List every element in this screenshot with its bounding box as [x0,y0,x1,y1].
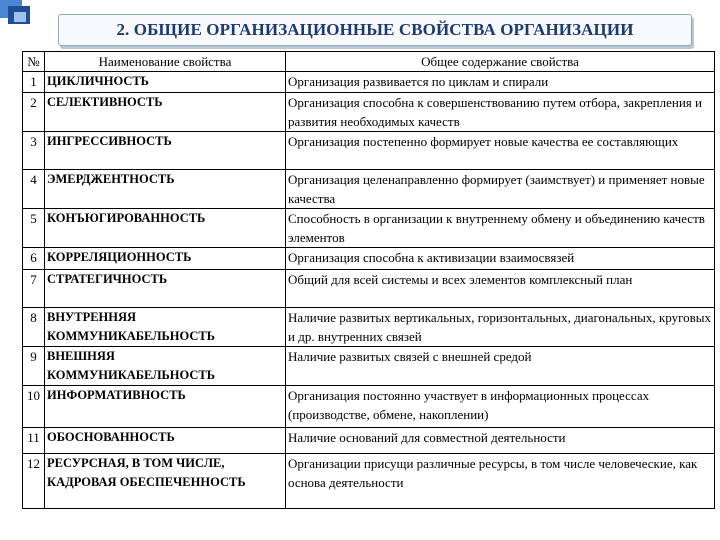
property-description: Организация развивается по циклам и спирали [286,72,715,93]
table-row [23,209,715,248]
property-description: Наличие оснований для совместной деятельности [286,428,715,454]
slide-title: 2. ОБЩИЕ ОРГАНИЗАЦИОННЫЕ СВОЙСТВА ОРГАНИЗАЦИИ [58,14,692,46]
table-row [23,428,715,454]
row-number: 10 [23,386,45,428]
table-header-row [23,52,715,72]
property-name: КОНЪЮГИРОВАННОСТЬ [45,209,286,248]
property-description: Наличие развитых вертикальных, горизонтальных, диагональных, круговых и др. внутренних связей [286,308,715,347]
row-number: 5 [23,209,45,248]
property-description: Организация способна к активизации взаимосвязей [286,248,715,270]
property-name: КОРРЕЛЯЦИОННОСТЬ [45,248,286,270]
property-name: ЭМЕРДЖЕНТНОСТЬ [45,170,286,209]
corner-decoration [14,12,26,22]
table-row [23,248,715,270]
row-number: 2 [23,93,45,132]
property-name: ВНУТРЕННЯЯ КОММУНИКАБЕЛЬНОСТЬ [45,308,286,347]
table-row [23,132,715,170]
row-number: 8 [23,308,45,347]
row-number: 3 [23,132,45,170]
row-number: 12 [23,454,45,509]
header-name: Наименование свойства [45,52,286,72]
property-name: ИНФОРМАТИВНОСТЬ [45,386,286,428]
table-row [23,170,715,209]
property-description: Общий для всей системы и всех элементов комплексный план [286,270,715,308]
row-number: 1 [23,72,45,93]
property-description: Организация постепенно формирует новые качества ее составляющих [286,132,715,170]
property-description: Организации присущи различные ресурсы, в том числе человеческие, как основа деятельности [286,454,715,509]
property-name: ЦИКЛИЧНОСТЬ [45,72,286,93]
table-row [23,347,715,386]
property-name: ВНЕШНЯЯ КОММУНИКАБЕЛЬНОСТЬ [45,347,286,386]
property-description: Организация целенаправленно формирует (заимствует) и применяет новые качества [286,170,715,209]
table-row [23,270,715,308]
table-row [23,72,715,93]
property-description: Наличие развитых связей с внешней средой [286,347,715,386]
property-name: ИНГРЕССИВНОСТЬ [45,132,286,170]
property-name: ОБОСНОВАННОСТЬ [45,428,286,454]
property-name: СЕЛЕКТИВНОСТЬ [45,93,286,132]
table-row [23,308,715,347]
row-number: 4 [23,170,45,209]
properties-table [22,51,715,509]
property-name: СТРАТЕГИЧНОСТЬ [45,270,286,308]
header-desc: Общее содержание свойства [286,52,715,72]
row-number: 9 [23,347,45,386]
row-number: 7 [23,270,45,308]
header-num: № [23,52,45,72]
table-row [23,93,715,132]
property-description: Способность в организации к внутреннему обмену и объединению качеств элементов [286,209,715,248]
property-name: РЕСУРСНАЯ, В ТОМ ЧИСЛЕ, КАДРОВАЯ ОБЕСПЕЧЕННОСТЬ [45,454,286,509]
row-number: 11 [23,428,45,454]
row-number: 6 [23,248,45,270]
property-description: Организация способна к совершенствованию путем отбора, закрепления и развития необходимых качеств [286,93,715,132]
table-row [23,454,715,509]
table-row [23,386,715,428]
property-description: Организация постоянно участвует в информационных процессах (производстве, обмене, накоплении) [286,386,715,428]
